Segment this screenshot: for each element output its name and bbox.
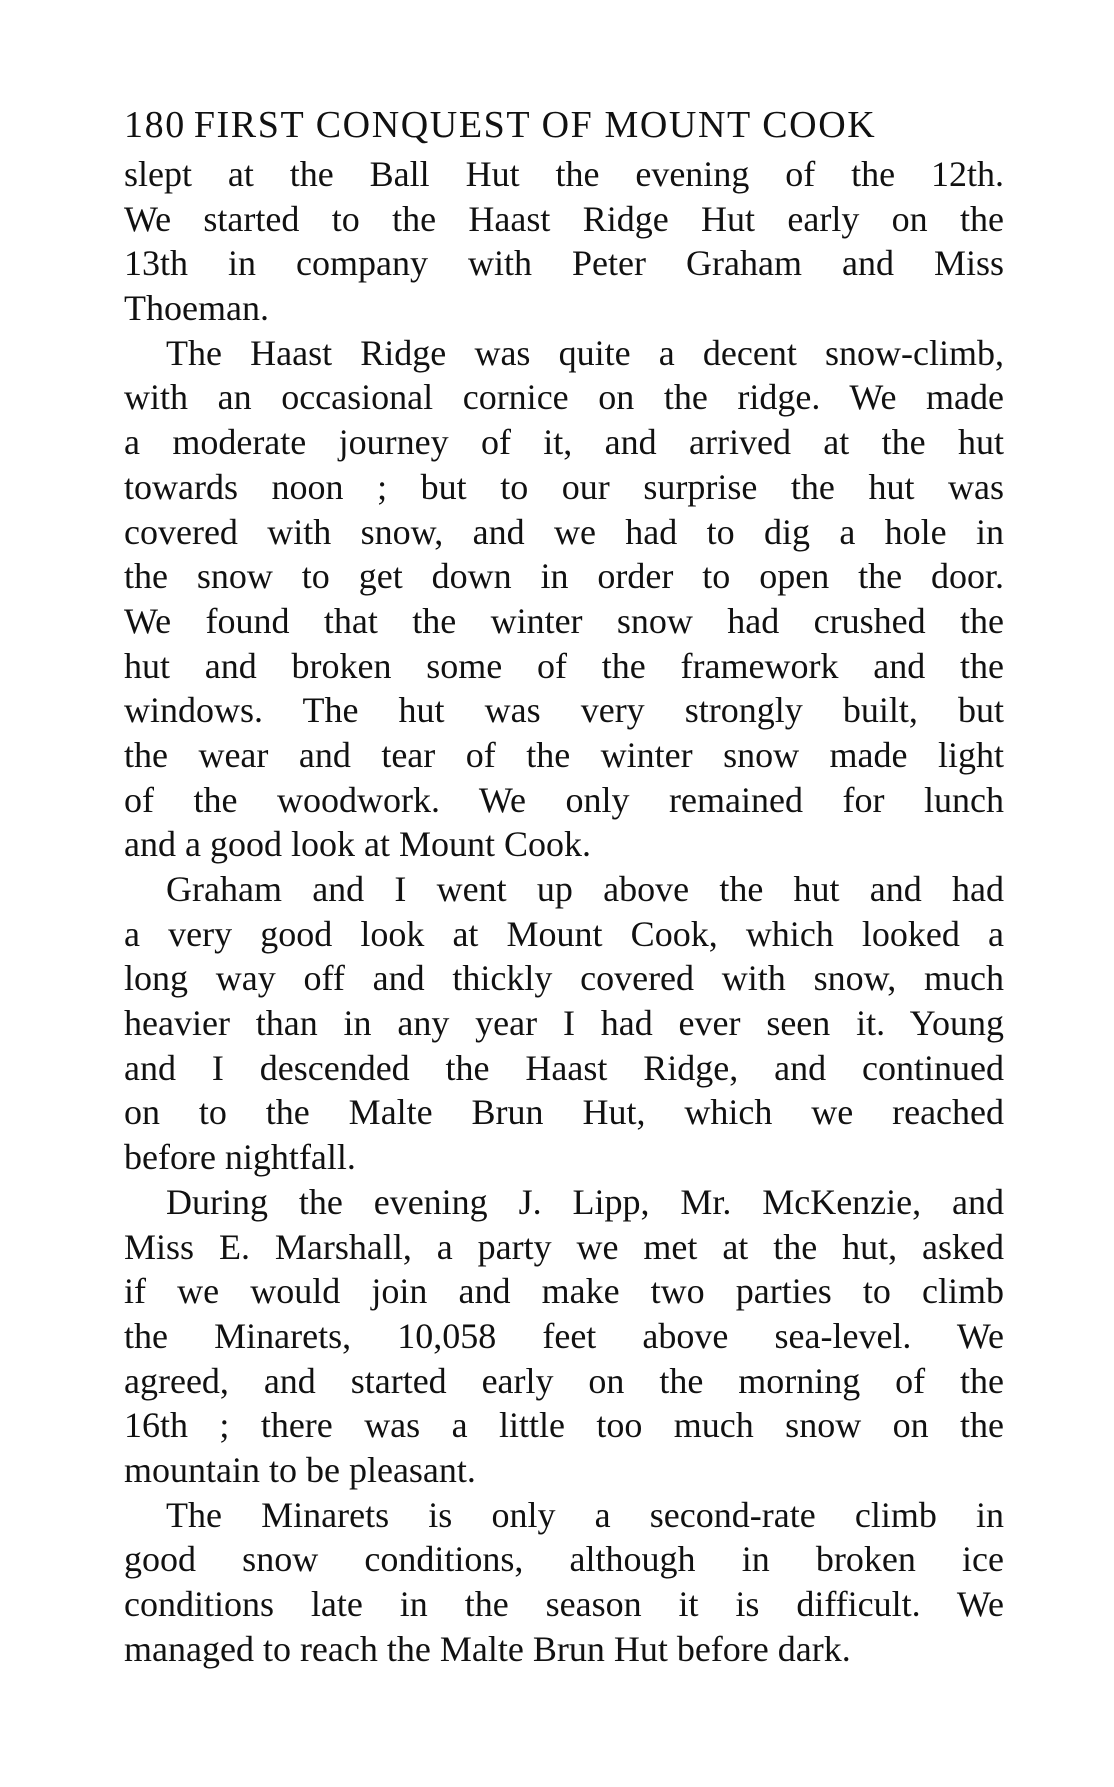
text-line: conditions late in the season it is difficult. We — [124, 1584, 1004, 1624]
text-line: long way off and thickly covered with snow, much — [124, 958, 1004, 999]
text-line: Graham and I went up above the hut and had — [166, 869, 1004, 909]
text-line: The Haast Ridge was quite a decent snow-climb, — [166, 332, 1004, 373]
text-line: Thoeman. — [124, 288, 269, 329]
text-line: a moderate journey of it, and arrived at the hut — [124, 422, 1004, 463]
text-line: and I descended the Haast Ridge, and continued — [124, 1047, 1004, 1088]
text-line: We found that the winter snow had crushed the — [124, 600, 1004, 641]
text-line: before nightfall. — [124, 1137, 356, 1178]
text-line: a very good look at Mount Cook, which looked a — [124, 913, 1004, 954]
text-line: Miss E. Marshall, a party we met at the hut, asked — [124, 1226, 1004, 1267]
text-line: 16th ; there was a little too much snow on the — [124, 1405, 1004, 1446]
text-line: mountain to be pleasant. — [124, 1449, 476, 1490]
text-line: good snow conditions, although in broken ice — [124, 1539, 1004, 1580]
paragraph-1 — [124, 152, 1004, 331]
text-line: the Minarets, 10,058 feet above sea-level. We — [124, 1315, 1004, 1356]
text-line: agreed, and started early on the morning of the — [124, 1360, 1004, 1401]
paragraph-2 — [124, 331, 1004, 867]
book-page — [124, 98, 1004, 1671]
text-line: During the evening J. Lipp, Mr. McKenzie, and — [166, 1181, 1004, 1222]
text-line: the wear and tear of the winter snow made light — [124, 734, 1004, 775]
text-line: windows. The hut was very strongly built, but — [124, 690, 1004, 731]
text-line: managed to reach the Malte Brun Hut before dark. — [124, 1628, 851, 1669]
text-line: and a good look at Mount Cook. — [124, 824, 591, 865]
running-header — [124, 98, 1004, 152]
paragraph-5 — [124, 1493, 1004, 1672]
running-title: FIRST CONQUEST OF MOUNT COOK — [193, 104, 877, 146]
text-line: with an occasional cornice on the ridge. We made — [124, 377, 1004, 418]
text-line: slept at the Ball Hut the evening of the 12th. — [124, 154, 1004, 194]
text-line: of the woodwork. We only remained for lunch — [124, 779, 1004, 820]
text-line: covered with snow, and we had to dig a hole in — [124, 511, 1004, 552]
paragraph-4 — [124, 1180, 1004, 1493]
text-line: on to the Malte Brun Hut, which we reached — [124, 1092, 1004, 1133]
text-line: the snow to get down in order to open the door. — [124, 556, 1004, 597]
text-line: The Minarets is only a second-rate climb in — [166, 1494, 1004, 1535]
text-line: We started to the Haast Ridge Hut early on the — [124, 198, 1004, 239]
text-line: hut and broken some of the framework and the — [124, 645, 1004, 686]
text-line: towards noon ; but to our surprise the hut was — [124, 466, 1004, 507]
text-line: if we would join and make two parties to climb — [124, 1271, 1004, 1312]
paragraph-3 — [124, 867, 1004, 1180]
text-line: 13th in company with Peter Graham and Miss — [124, 243, 1004, 284]
page-number: 180 — [124, 104, 186, 146]
text-line: heavier than in any year I had ever seen it. Young — [124, 1003, 1004, 1044]
